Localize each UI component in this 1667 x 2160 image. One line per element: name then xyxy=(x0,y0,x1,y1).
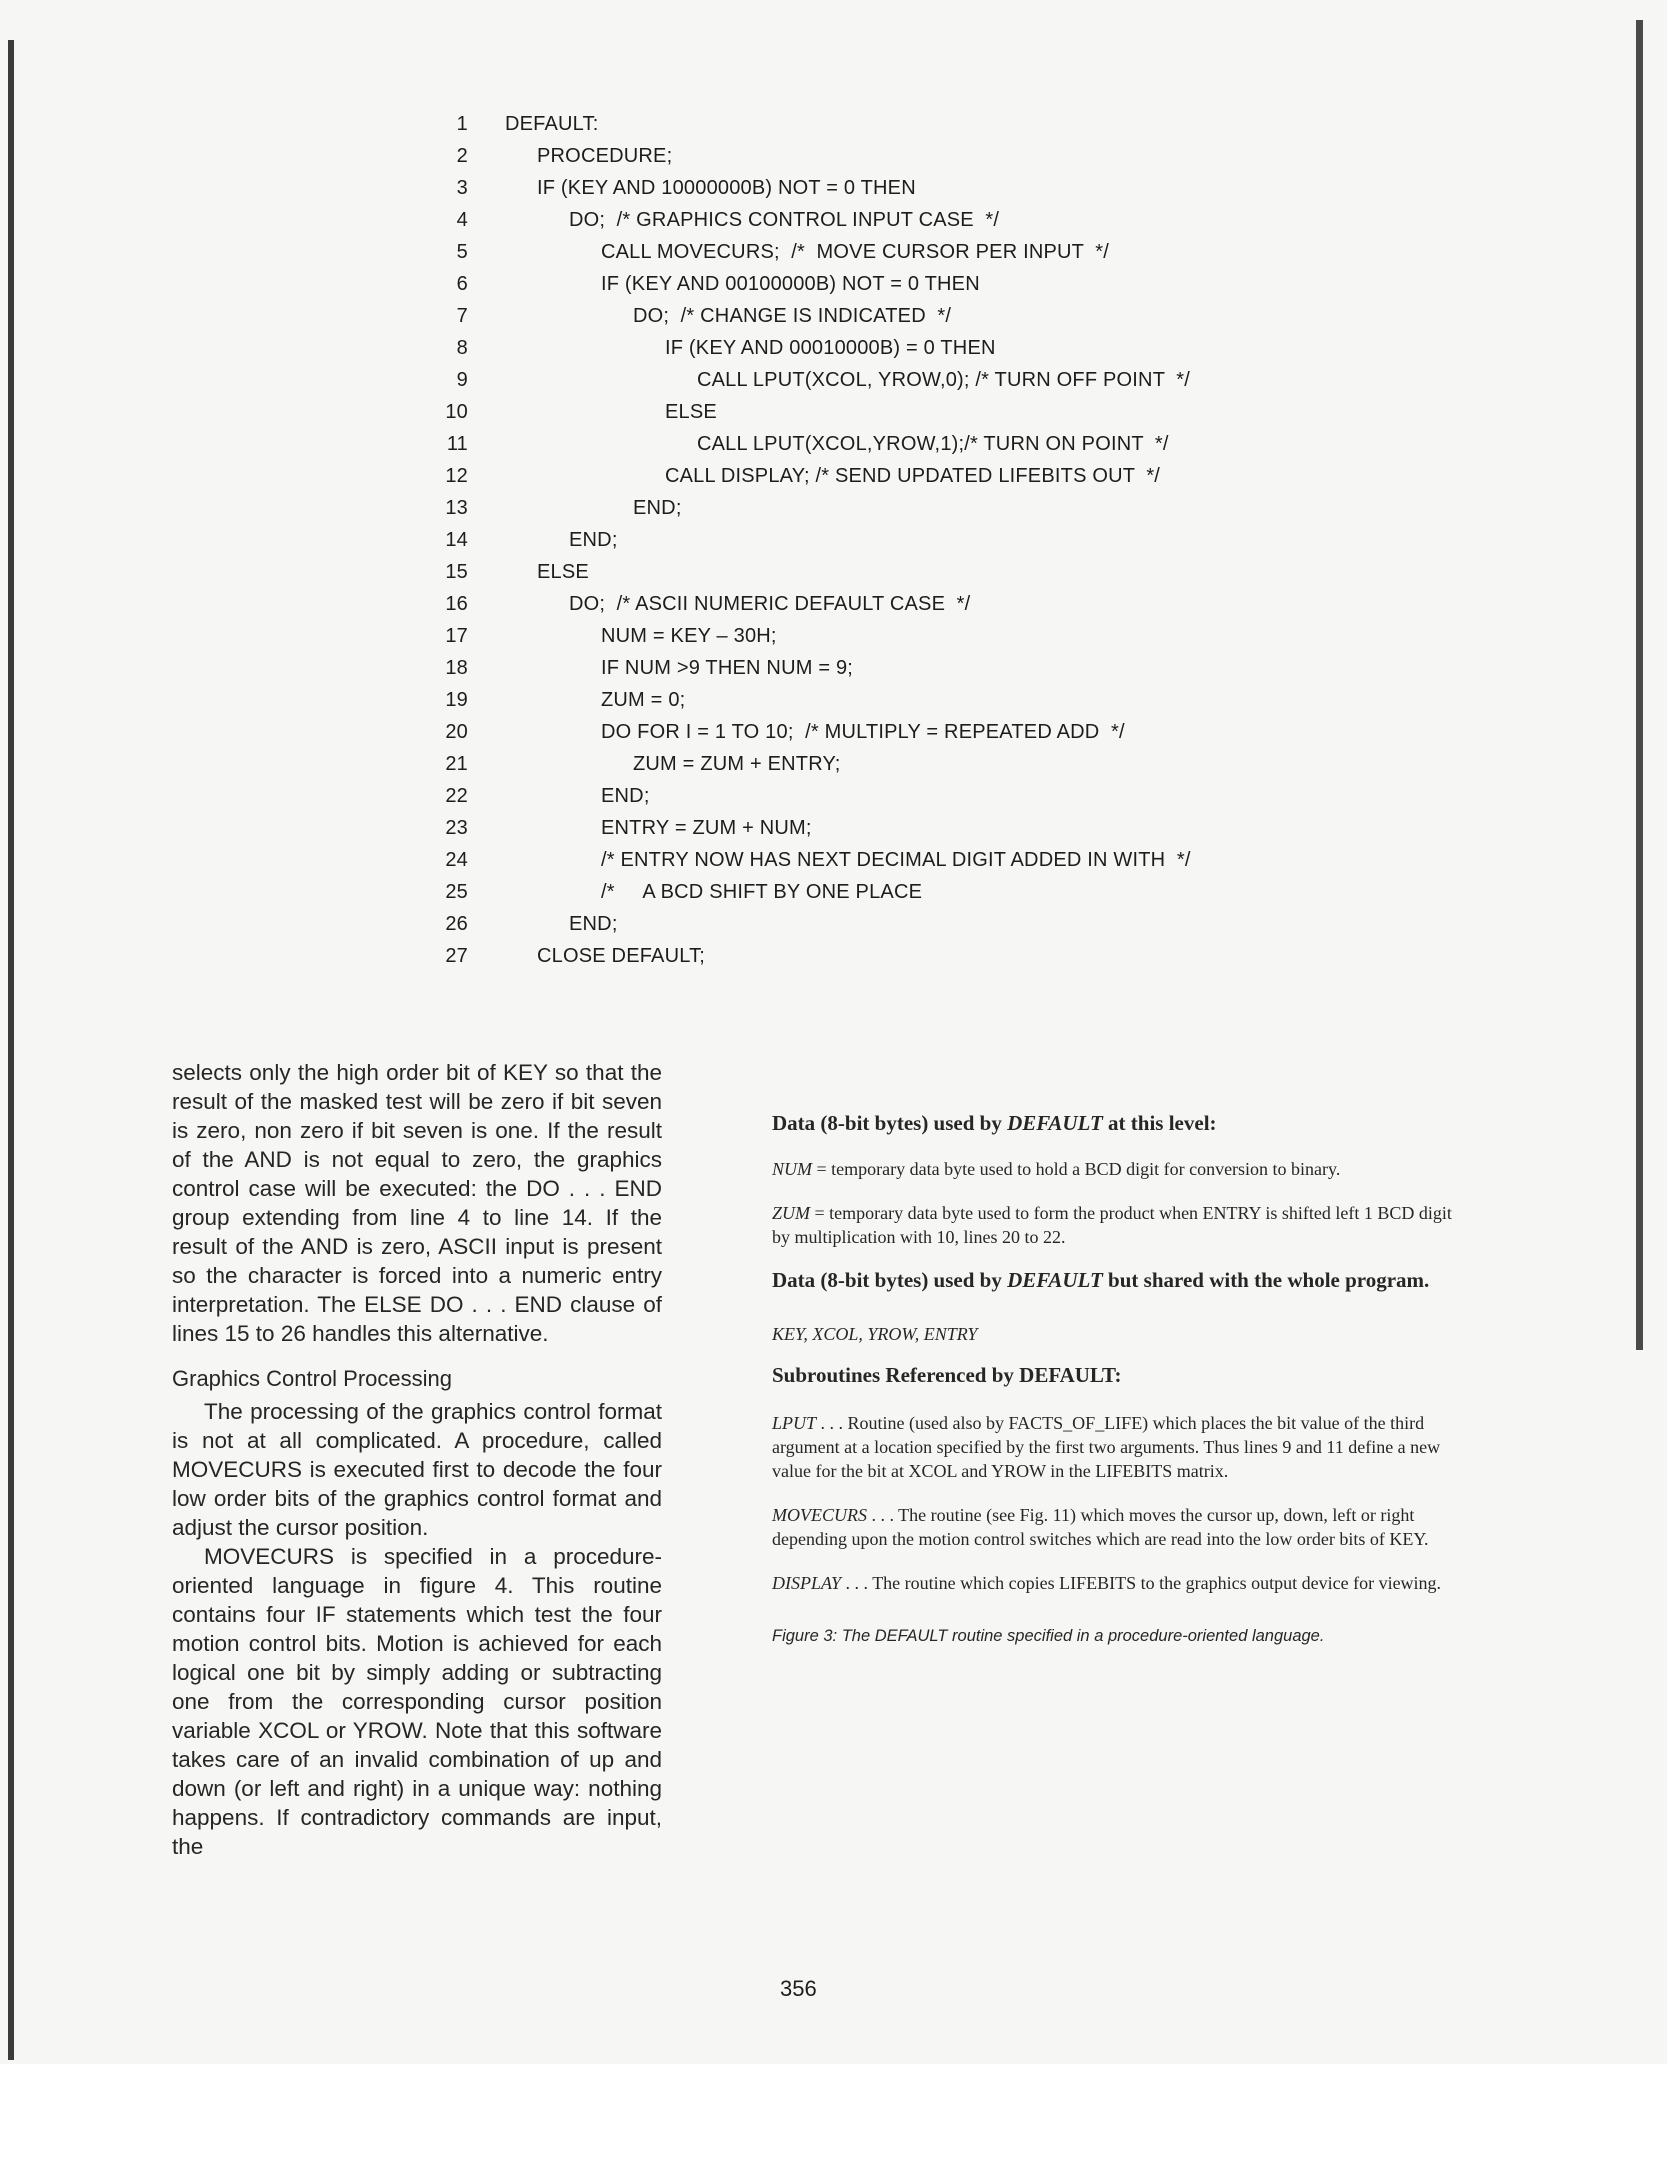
code-text: DO; /* CHANGE IS INDICATED */ xyxy=(633,305,952,327)
code-text: CALL LPUT(XCOL, YROW,0); /* TURN OFF POINT */ xyxy=(697,369,1190,391)
code-text: CALL DISPLAY; /* SEND UPDATED LIFEBITS OUT */ xyxy=(665,465,1161,487)
code-text: ZUM = 0; xyxy=(601,689,686,711)
lput-definition: LPUT . . . Routine (used also by FACTS_OF_LIFE) which places the bit value of the third argument at a location specified by the first two arguments. Thus lines 9 and 11 define a new value for the bit at XCOL and YROW in the LIFEBITS matrix. xyxy=(772,1413,1441,1481)
subroutines-heading: Subroutines Referenced by DEFAULT: xyxy=(772,1363,1122,1387)
code-line xyxy=(440,908,1440,940)
line-number: 14 xyxy=(445,529,468,551)
movecurs-definition: MOVECURS . . . The routine (see Fig. 11) which moves the cursor up, down, left or right depending upon the motion control switches which are read into the low order bits of KEY. xyxy=(772,1505,1429,1549)
line-number: 7 xyxy=(456,305,468,327)
line-number: 6 xyxy=(456,273,468,295)
code-line xyxy=(440,876,1440,908)
line-number: 3 xyxy=(456,177,468,199)
line-number: 4 xyxy=(456,209,468,231)
code-text: /* ENTRY NOW HAS NEXT DECIMAL DIGIT ADDED IN WITH */ xyxy=(601,849,1191,871)
code-line xyxy=(440,108,1440,140)
code-line xyxy=(440,652,1440,684)
code-text: CALL LPUT(XCOL,YROW,1);/* TURN ON POINT */ xyxy=(697,433,1169,455)
line-number: 1 xyxy=(456,113,468,135)
page-number: 356 xyxy=(780,1976,817,2001)
code-text: IF NUM >9 THEN NUM = 9; xyxy=(601,657,854,679)
page-edge-right xyxy=(1636,20,1643,1350)
code-text: END; xyxy=(569,913,618,935)
figure-caption: Figure 3: The DEFAULT routine specified in a procedure-oriented language. xyxy=(772,1627,1325,1645)
shared-variables: KEY, XCOL, YROW, ENTRY xyxy=(772,1324,978,1344)
line-number: 10 xyxy=(445,401,468,423)
right-column xyxy=(772,1108,1462,1648)
data-heading-local: Data (8-bit bytes) used by DEFAULT at this level: xyxy=(772,1111,1217,1135)
line-number: 9 xyxy=(456,369,468,391)
code-text: CLOSE DEFAULT; xyxy=(537,945,706,967)
line-number: 26 xyxy=(445,913,468,935)
line-number: 19 xyxy=(445,689,468,711)
code-line xyxy=(440,812,1440,844)
body-paragraph-2: The processing of the graphics control format is not at all complicated. A procedure, called MOVECURS is executed first to decode the four low order bits of the graphics control format and adjust the cursor position. xyxy=(172,1399,662,1540)
line-number: 11 xyxy=(446,433,468,455)
page-edge-left xyxy=(8,40,14,2060)
zum-definition: ZUM = temporary data byte used to form the product when ENTRY is shifted left 1 BCD digit by multiplication with 10, lines 20 to 22. xyxy=(772,1203,1452,1247)
code-text: END; xyxy=(601,785,650,807)
code-line xyxy=(440,236,1440,268)
line-number: 23 xyxy=(445,817,468,839)
data-heading-shared: Data (8-bit bytes) used by DEFAULT but shared with the whole program. xyxy=(772,1268,1430,1292)
code-line xyxy=(440,140,1440,172)
line-number: 20 xyxy=(445,721,468,743)
code-line xyxy=(440,780,1440,812)
code-text: CALL MOVECURS; /* MOVE CURSOR PER INPUT */ xyxy=(601,241,1109,263)
page-bottom-margin xyxy=(0,2064,1667,2160)
code-text: DO; /* GRAPHICS CONTROL INPUT CASE */ xyxy=(569,209,1000,231)
line-number: 12 xyxy=(445,465,468,487)
code-line xyxy=(440,300,1440,332)
code-listing xyxy=(440,108,1440,972)
line-number: 15 xyxy=(445,561,468,583)
line-number: 13 xyxy=(445,497,468,519)
code-line xyxy=(440,940,1440,972)
code-text: IF (KEY AND 10000000B) NOT = 0 THEN xyxy=(537,177,916,199)
code-text: /* A BCD SHIFT BY ONE PLACE xyxy=(601,881,923,903)
code-line xyxy=(440,428,1440,460)
code-line xyxy=(440,396,1440,428)
code-text: END; xyxy=(569,529,618,551)
line-number: 24 xyxy=(445,849,468,871)
code-line xyxy=(440,172,1440,204)
code-text: END; xyxy=(633,497,682,519)
code-text: IF (KEY AND 00010000B) = 0 THEN xyxy=(665,337,996,359)
code-line xyxy=(440,460,1440,492)
body-paragraph-1: selects only the high order bit of KEY so that the result of the masked test will be zero if bit seven is zero, non zero if bit seven is one. If the result of the AND is not equal to zero, the graphics control case will be executed: the DO . . . END group extending from line 4 to line 14. If the result of the AND is zero, ASCII input is present so the character is forced into a numeric entry interpretation. The ELSE DO . . . END clause of lines 15 to 26 handles this alternative. xyxy=(172,1060,662,1346)
line-number: 21 xyxy=(445,753,468,775)
code-line xyxy=(440,268,1440,300)
code-text: PROCEDURE; xyxy=(537,145,673,167)
code-line xyxy=(440,684,1440,716)
section-heading: Graphics Control Processing xyxy=(172,1366,453,1391)
code-line xyxy=(440,748,1440,780)
left-column xyxy=(172,1058,662,1861)
code-line xyxy=(440,492,1440,524)
line-number: 27 xyxy=(445,945,468,967)
code-text: DO FOR I = 1 TO 10; /* MULTIPLY = REPEATED ADD */ xyxy=(601,721,1125,743)
code-text: DO; /* ASCII NUMERIC DEFAULT CASE */ xyxy=(569,593,971,615)
code-line xyxy=(440,844,1440,876)
code-line xyxy=(440,716,1440,748)
line-number: 22 xyxy=(445,785,468,807)
code-text: ELSE xyxy=(665,401,717,423)
line-number: 18 xyxy=(445,657,468,679)
code-line xyxy=(440,364,1440,396)
code-text: DEFAULT: xyxy=(505,113,599,135)
code-text: ENTRY = ZUM + NUM; xyxy=(601,817,812,839)
line-number: 16 xyxy=(445,593,468,615)
code-line xyxy=(440,556,1440,588)
line-number: 17 xyxy=(445,625,468,647)
code-line xyxy=(440,588,1440,620)
code-line xyxy=(440,620,1440,652)
code-text: ZUM = ZUM + ENTRY; xyxy=(633,753,841,775)
code-text: IF (KEY AND 00100000B) NOT = 0 THEN xyxy=(601,273,980,295)
line-number: 5 xyxy=(456,241,468,263)
code-line xyxy=(440,524,1440,556)
num-definition: NUM = temporary data byte used to hold a BCD digit for conversion to binary. xyxy=(772,1159,1341,1179)
line-number: 2 xyxy=(456,145,468,167)
line-number: 25 xyxy=(445,881,468,903)
display-definition: DISPLAY . . . The routine which copies LIFEBITS to the graphics output device for viewing. xyxy=(772,1573,1442,1593)
body-paragraph-3: MOVECURS is specified in a procedure-oriented language in figure 4. This routine contains four IF statements which test the four motion control bits. Motion is achieved for each logical one bit by simply adding or subtracting one from the corresponding cursor position variable XCOL or YROW. Note that this software takes care of an invalid combination of up and down (or left and right) in a unique way: nothing happens. If contradictory commands are input, the xyxy=(172,1544,662,1859)
code-text: NUM = KEY – 30H; xyxy=(601,625,777,647)
code-line xyxy=(440,204,1440,236)
line-number: 8 xyxy=(456,337,468,359)
code-text: ELSE xyxy=(537,561,589,583)
code-line xyxy=(440,332,1440,364)
